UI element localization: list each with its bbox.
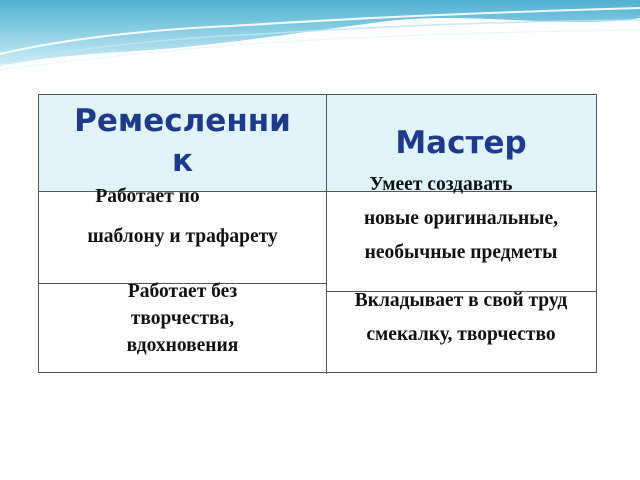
cell-line: Работает по xyxy=(95,186,200,207)
header-master: Мастер xyxy=(395,125,527,161)
comparison-table xyxy=(38,94,597,373)
cell-line: новые оригинальные, xyxy=(363,208,559,229)
cell-line: Работает без xyxy=(127,281,238,302)
cell-line: смекалку, творчество xyxy=(366,324,556,345)
decorative-wave-header xyxy=(0,0,640,80)
cell-line: необычные предметы xyxy=(364,242,558,263)
row2-master-cell xyxy=(326,287,596,349)
cell-line: Умеет создавать xyxy=(369,174,513,195)
cell-line: творчества, xyxy=(130,308,235,329)
header-craftsman-line1: Ремесленни xyxy=(74,103,291,139)
header-craftsman-line2: к xyxy=(171,143,194,179)
cell-line: шаблону и трафарету xyxy=(87,226,278,247)
row1-craftsman-cell xyxy=(39,183,326,251)
row1-master-cell xyxy=(326,171,596,267)
row2-craftsman-cell xyxy=(39,278,326,359)
cell-line: вдохновения xyxy=(126,335,239,356)
header-craftsman xyxy=(39,101,326,181)
cell-line: Вкладывает в свой труд xyxy=(354,290,568,311)
